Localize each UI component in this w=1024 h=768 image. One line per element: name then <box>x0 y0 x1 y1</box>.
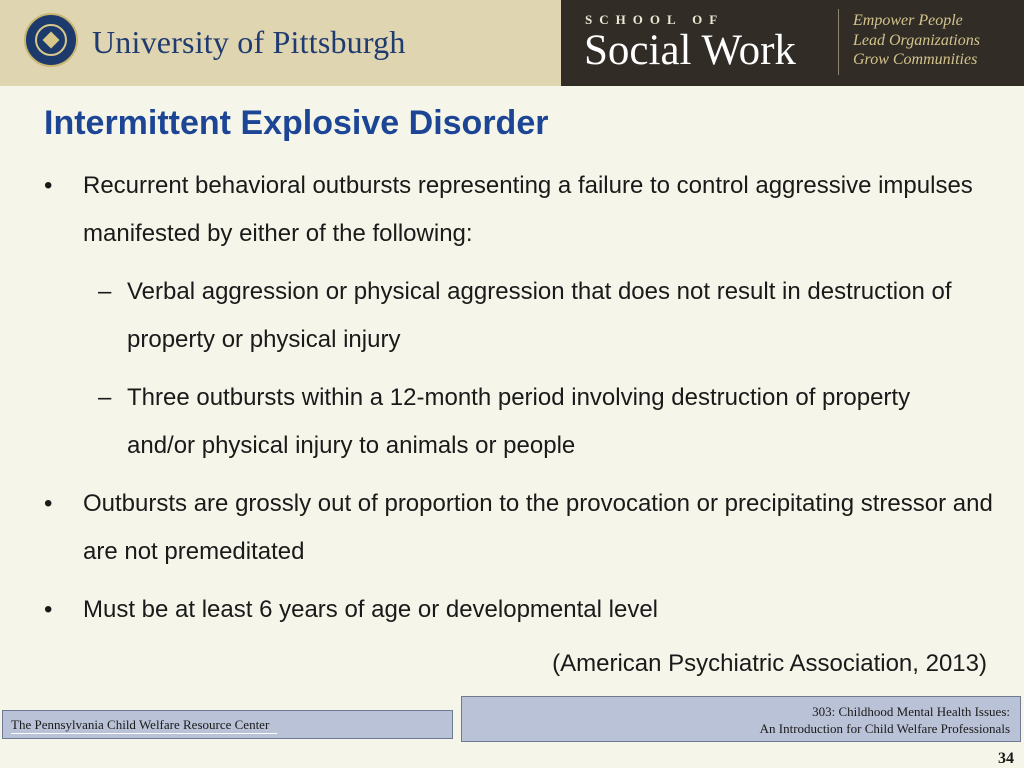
sub-bullet-marker: – <box>98 278 112 305</box>
school-of-label: SCHOOL OF <box>585 12 725 27</box>
sub-bullet-marker: – <box>98 384 112 411</box>
university-seal-icon <box>24 13 78 67</box>
tagline-2: Lead Organizations <box>853 32 980 49</box>
tagline-3: Grow Communities <box>853 51 978 68</box>
footer-right-box <box>461 696 1021 742</box>
seal-center <box>43 32 60 49</box>
footer-organization: The Pennsylvania Child Welfare Resource Center <box>11 717 277 734</box>
bullet-item-3: Must be at least 6 years of age or developmental level <box>83 596 658 623</box>
tagline-1: Empower People <box>853 12 963 29</box>
bullet-marker: • <box>44 172 53 199</box>
page-number: 34 <box>998 750 1014 767</box>
footer-course-line-1: 303: Childhood Mental Health Issues: <box>812 704 1010 719</box>
bullet-item-2: Outbursts are grossly out of proportion to the provocation or precipitating stressor and are not premeditated <box>83 490 993 565</box>
footer-left-box <box>2 710 453 739</box>
sub-bullet-item-1: Verbal aggression or physical aggression that does not result in destruction of property or physical injury <box>127 278 952 353</box>
sub-bullet-item-2: Three outbursts within a 12-month period involving destruction of property and/or physical injury to animals or people <box>127 384 911 459</box>
slide-title: Intermittent Explosive Disorder <box>44 104 549 142</box>
university-name: University of Pittsburgh <box>92 24 406 60</box>
header-divider <box>838 9 839 75</box>
footer-course-line-2: An Introduction for Child Welfare Professionals <box>759 721 1010 736</box>
citation: (American Psychiatric Association, 2013) <box>552 650 987 677</box>
school-name: Social Work <box>584 27 796 74</box>
bullet-item-1: Recurrent behavioral outbursts representing a failure to control aggressive impulses manifested by either of the following: <box>83 172 973 247</box>
bullet-marker: • <box>44 490 53 517</box>
bullet-marker: • <box>44 596 53 623</box>
seal-ring <box>35 24 67 56</box>
